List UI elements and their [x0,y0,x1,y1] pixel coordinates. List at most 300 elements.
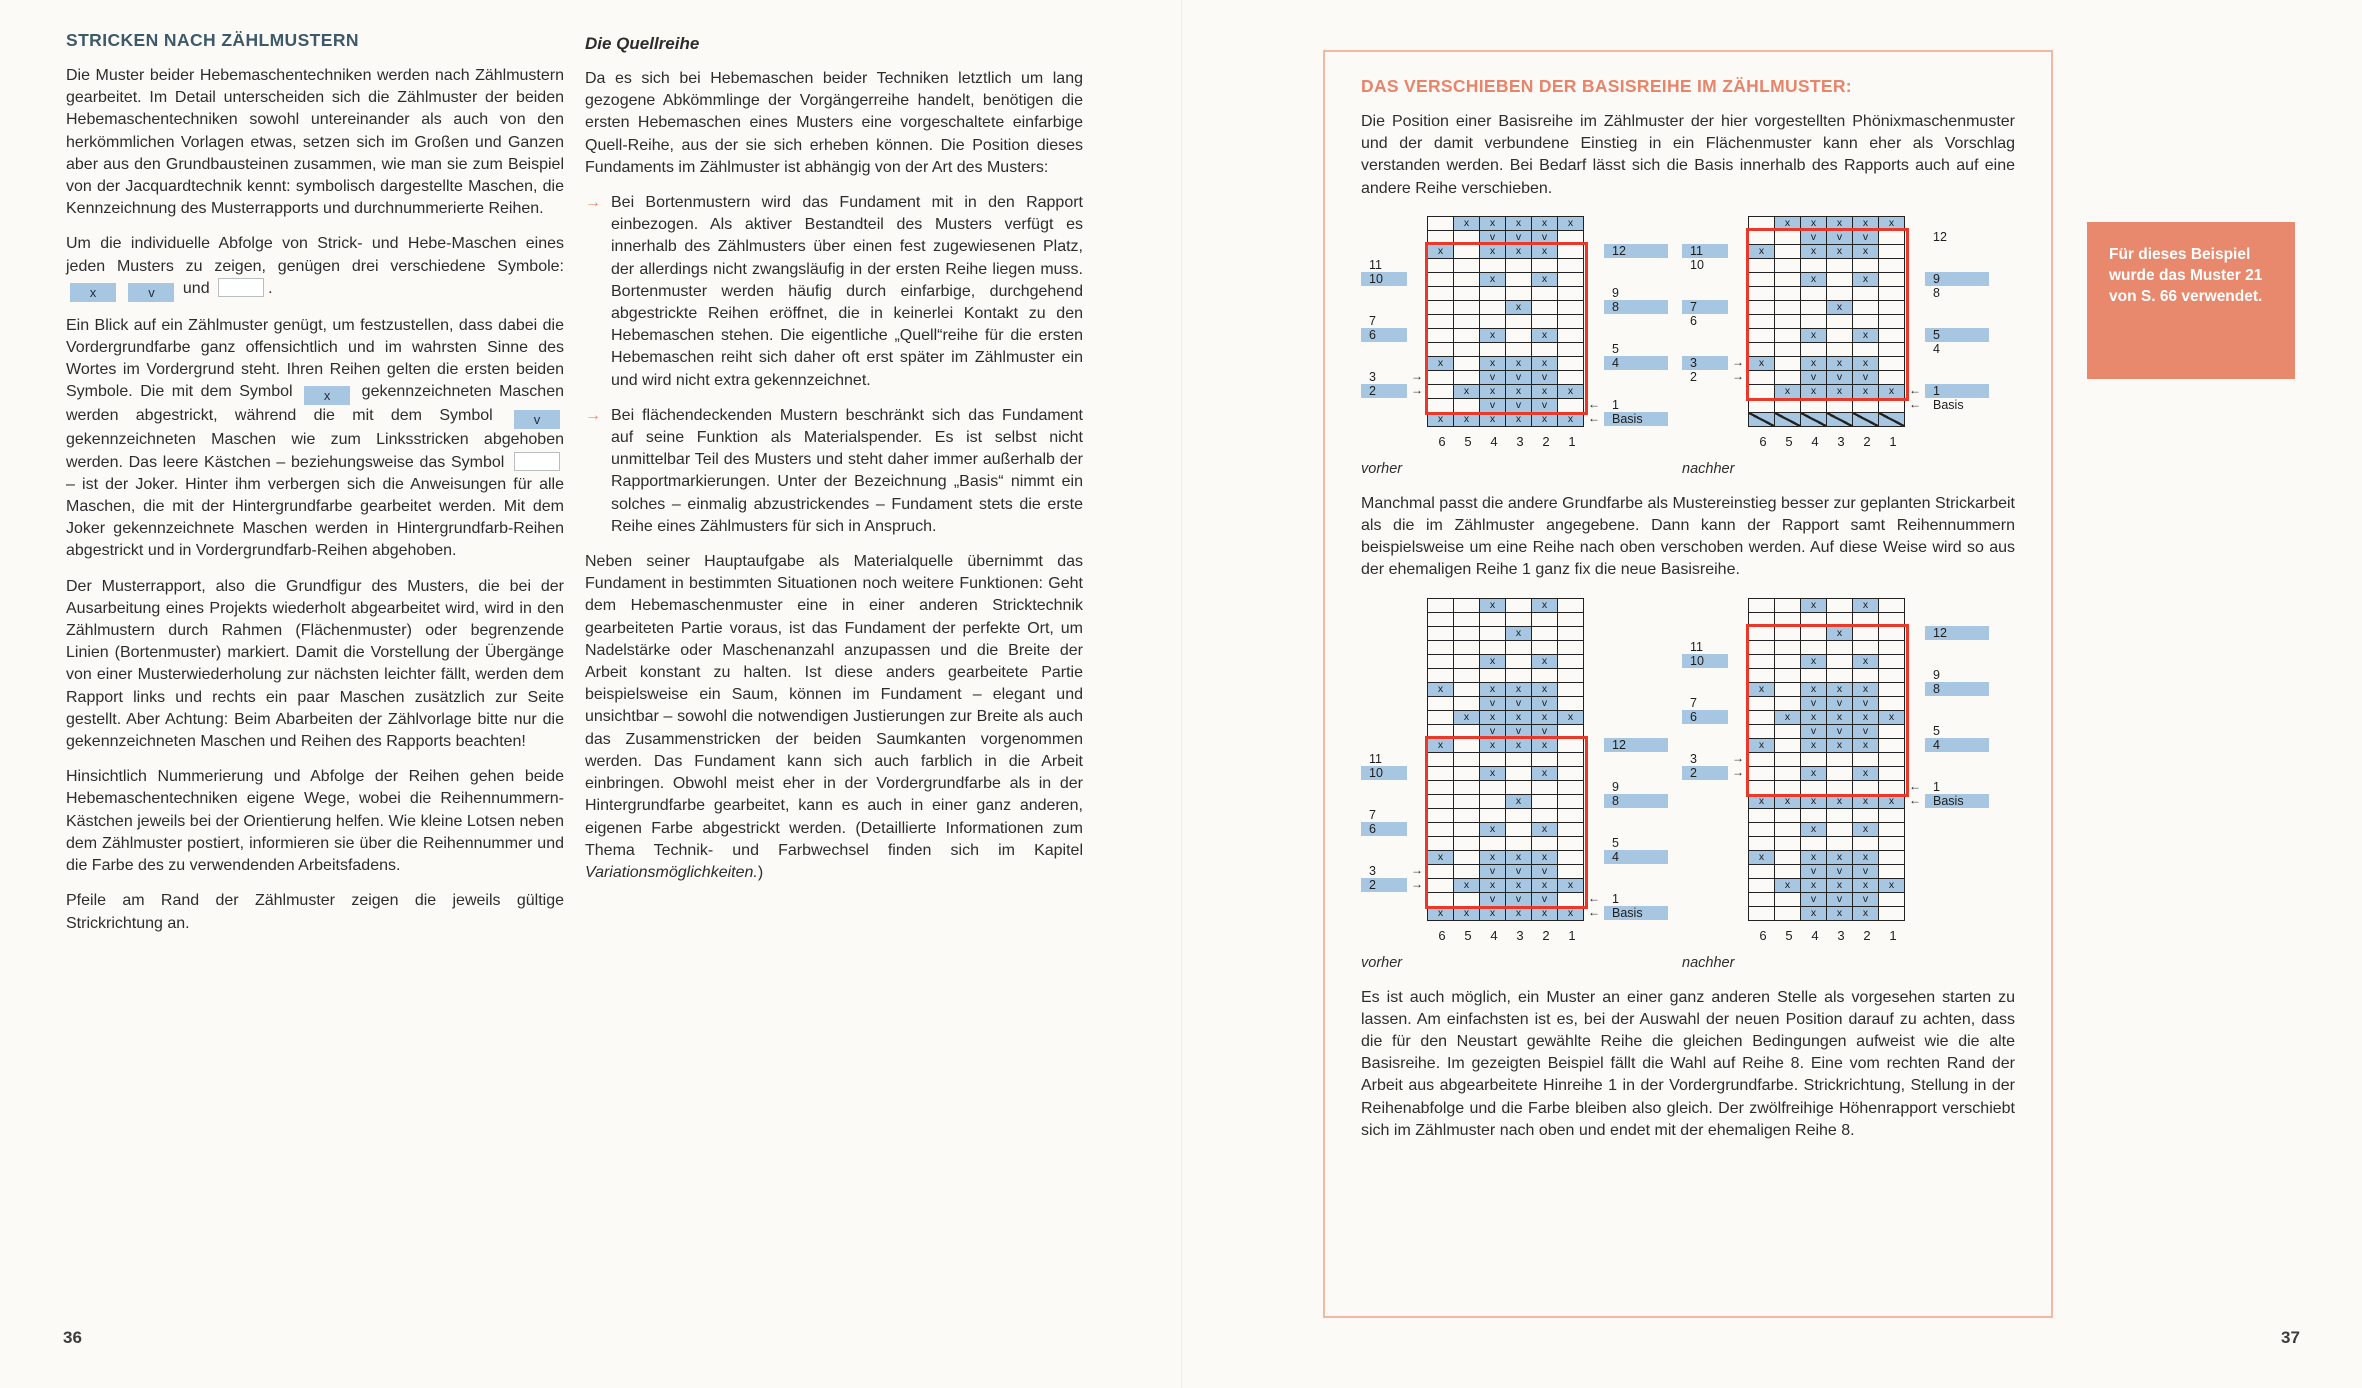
chart-cell [1801,753,1827,767]
chart-cell: x [1827,851,1853,865]
chart-cell [1749,231,1775,245]
chart-cell [1879,315,1905,329]
chart-cell [1454,753,1480,767]
chart-cell [1827,287,1853,301]
chart-cell: v [1480,399,1506,413]
paragraph-text: und [182,279,210,297]
stitch-number: 2 [1542,927,1550,943]
chart-cell [1775,725,1801,739]
chart-cell: x [1801,385,1827,399]
chart-cell: x [1532,329,1558,343]
chart-cell: x [1853,851,1879,865]
chart-cell: x [1853,245,1879,259]
chart-cell [1749,217,1775,231]
page-number-right: 37 [2281,1328,2300,1347]
stitch-numbers [1429,928,1668,943]
stitch-number: 1 [1568,927,1576,943]
row-number-label: 10 [1361,766,1407,780]
paragraph-with-symbols [66,233,564,301]
chart-cell: x [1853,907,1879,921]
chart-cell: x [1558,413,1584,427]
chart-cell [1558,851,1584,865]
chart-cell [1749,837,1775,851]
row-number-label: 8 [1604,300,1668,314]
chart-cell [1532,613,1558,627]
chart-cell [1454,725,1480,739]
chart-cell [1428,399,1454,413]
chart-cell [1506,287,1532,301]
row-number-label: 7 [1369,313,1376,328]
row-labels-left [1682,598,1728,920]
chart-cell [1506,767,1532,781]
chart-cell: v [1506,865,1532,879]
chart-cell: x [1558,907,1584,921]
chart-cell: x [1853,683,1879,697]
chart-cell: v [1853,371,1879,385]
chart-cell [1480,627,1506,641]
chart-cell [1879,781,1905,795]
chart-cell: x [1480,217,1506,231]
row-number-label: 5 [1925,328,1989,342]
chart-cell [1879,245,1905,259]
chart-cell [1506,315,1532,329]
chart-cell: x [1454,217,1480,231]
chart-cell [1428,599,1454,613]
chart-main [1361,598,1668,921]
chart-cell [1827,399,1853,413]
chart-cell: v [1801,231,1827,245]
chart-cell: v [1853,231,1879,245]
symbol-v-box: v [128,283,174,302]
chart-cell [1775,343,1801,357]
chart-cell: x [1879,217,1905,231]
chart-cell: x [1480,413,1506,427]
chart-cell [1749,371,1775,385]
chart-cell: x [1506,739,1532,753]
chart-cell [1532,795,1558,809]
chart-cell: x [1827,711,1853,725]
chart-cell: x [1428,683,1454,697]
chart-cell [1879,273,1905,287]
chart-cell [1506,655,1532,669]
chart-cell [1428,865,1454,879]
section-heading: STRICKEN NACH ZÄHLMUSTERN [66,30,359,50]
chart-cell [1749,697,1775,711]
chart-cell [1801,413,1827,427]
stitch-number: 1 [1568,433,1576,449]
knit-direction-arrow: → [1411,368,1423,383]
chart-cell: x [1827,627,1853,641]
chart-cell [1775,301,1801,315]
chart-cell [1454,301,1480,315]
chart-cell: x [1827,739,1853,753]
chart-cell [1879,613,1905,627]
bullet-text: Bei Bortenmustern wird das Fundament mit in den Rapport einbezogen. Als aktiver Bestandteil des Musters verfügt es innerhalb des Zählmusters über einen fest zugewiesenen Platz, der allerdings nicht zwangsläufig in der ersten Reihe liegen muss. Bortenmuster werden häufig durch einfarbige, durchgehend abgestrickte Reihen eröffnet, die in keinerlei Kontakt zu den Hebemaschen stehen. Die eigentliche „Quell“reihe für die ersten Hebemaschen reiht sich daher oft erst später im Zählmuster ein und wird nicht extra gekennzeichnet. [611,194,1083,389]
paragraph-with-symbols [66,315,564,563]
stitch-number: 4 [1811,927,1819,943]
chart-cell [1749,399,1775,413]
chart-cell: v [1480,231,1506,245]
chart-cell: x [1775,879,1801,893]
chart-cell: v [1853,865,1879,879]
bullet-arrow-icon: → [585,406,601,424]
chart-cell [1749,385,1775,399]
chart-cell [1775,613,1801,627]
row-number-label: 12 [1925,626,1989,640]
chart-cell [1558,795,1584,809]
chart-cell [1454,259,1480,273]
chart-cell [1454,231,1480,245]
chart-cell [1879,329,1905,343]
chart-cell [1749,613,1775,627]
chart-cell: v [1853,697,1879,711]
chart-cell [1827,273,1853,287]
chart-caption: vorher [1361,954,1403,971]
chart-cell [1749,753,1775,767]
row-number-label: 6 [1690,313,1697,328]
chart-cell [1775,599,1801,613]
chart-cell [1558,865,1584,879]
chart-cell [1428,697,1454,711]
chart-cell: x [1480,907,1506,921]
chart-cell [1480,781,1506,795]
chart-cell [1558,809,1584,823]
chart-cell: x [1801,599,1827,613]
chart-cell [1558,767,1584,781]
chart-cell [1454,371,1480,385]
chart-cell: v [1480,371,1506,385]
knit-direction-arrow: ← [1588,904,1600,919]
chart-cell [1428,259,1454,273]
chart-cell [1853,287,1879,301]
chart-cell [1879,371,1905,385]
chart-pair-bottom [1361,598,2015,971]
chart-cell: x [1428,413,1454,427]
chart-cell: x [1480,245,1506,259]
chart-cell [1558,725,1584,739]
chart-cell [1532,753,1558,767]
stitch-number: 1 [1889,433,1897,449]
info-box-heading: DAS VERSCHIEBEN DER BASISREIHE IM ZÄHLMUSTER: [1361,76,1852,96]
chart-cell: x [1801,711,1827,725]
chart-cell: v [1506,371,1532,385]
chart-cell [1801,343,1827,357]
row-number-label: 7 [1690,695,1697,710]
chart-cell [1454,669,1480,683]
subsection-heading: Die Quellreihe [585,34,700,53]
stitch-number: 4 [1490,927,1498,943]
stitch-number: 5 [1464,433,1472,449]
chart-cell [1428,893,1454,907]
chart-cell [1775,865,1801,879]
stitch-number: 5 [1785,927,1793,943]
row-number-label: 8 [1925,682,1989,696]
chart-cell: x [1532,357,1558,371]
symbol-x-box: x [70,283,116,302]
chart-cell [1506,343,1532,357]
chart-cell [1879,399,1905,413]
row-labels-left [1361,216,1407,426]
paragraph: Der Musterrapport, also die Grundfigur des Musters, die bei der Ausarbeitung eines Projekts wiederholt abgearbeitet wird, wird in den Zählmustern durch Rahmen (Flächenmuster) oder begrenzende Linien (Bortenmuster) markiert. Damit die Vorstellung der Übergänge von einer Musterwiederholung zur nächsten leichter fällt, werden dem Rapport links und rechts ein paar Maschen zusätzlich zur Seite gestellt. Aber Achtung: Beim Abarbeiten der Zählvorlage bitte nur die gekennzeichneten Maschen und Reihen des Rapports beachten! [66,577,564,751]
chart-cell [1879,809,1905,823]
chart-cell [1775,371,1801,385]
chart-cell: x [1480,851,1506,865]
chart-cell [1879,641,1905,655]
chart-cell: v [1827,865,1853,879]
chart-cell [1853,837,1879,851]
chart-cell [1749,907,1775,921]
chart-cell [1775,669,1801,683]
chart-cell: x [1454,907,1480,921]
row-number-label: Basis [1604,412,1668,426]
chart-cell [1428,655,1454,669]
chart-cell [1558,823,1584,837]
chart-cell [1775,273,1801,287]
chart-cell [1749,287,1775,301]
chart-cell [1454,739,1480,753]
chart-cell: x [1853,329,1879,343]
chart-cell: x [1827,385,1853,399]
paragraph-text: gekennzeichneten Maschen werden abgestrickt, während die mit dem Symbol [66,383,564,425]
chart-cell [1775,627,1801,641]
chart-cell: x [1801,329,1827,343]
chart-grid [1427,598,1584,921]
chart-cell: x [1532,273,1558,287]
stitch-number: 3 [1516,433,1524,449]
chart-cell [1454,655,1480,669]
chart-cell [1749,655,1775,669]
chart-cell [1827,753,1853,767]
chart-cell [1775,739,1801,753]
chart-cell [1775,231,1801,245]
chart-cell: x [1827,301,1853,315]
chart-cell [1879,413,1905,427]
chart-cell [1428,343,1454,357]
chart-cell: x [1853,767,1879,781]
chart-cell [1775,767,1801,781]
chart-cell: x [1480,739,1506,753]
chart-cell [1879,767,1905,781]
chart-cell [1853,627,1879,641]
paragraph: Pfeile am Rand der Zählmuster zeigen die jeweils gültige Strickrichtung an. [66,892,564,932]
chart-cell [1454,399,1480,413]
chart-cell [1480,259,1506,273]
chart-cell: x [1827,357,1853,371]
chart-cell: x [1801,851,1827,865]
chart-cell: v [1801,371,1827,385]
stitch-number: 5 [1785,433,1793,449]
chart-cell [1879,343,1905,357]
chart-cell: x [1801,907,1827,921]
chart-main [1682,598,1989,921]
chart-cell: v [1827,725,1853,739]
chart-cell [1879,739,1905,753]
chart-cell: x [1428,851,1454,865]
left-page-column-2 [585,30,1083,897]
chart-cell: x [1558,879,1584,893]
stitch-number: 2 [1542,433,1550,449]
knit-direction-arrow: ← [1588,396,1600,411]
stitch-number: 6 [1759,433,1767,449]
chart-main [1682,216,1989,427]
chart-cell [1879,669,1905,683]
chart-cell [1532,627,1558,641]
chart-cell [1775,823,1801,837]
chart-cell [1480,641,1506,655]
chart-cell [1454,837,1480,851]
chart-cell: x [1532,823,1558,837]
chart-cell [1558,613,1584,627]
chart-cell: x [1480,357,1506,371]
chart-cell [1801,641,1827,655]
chart-cell: x [1879,879,1905,893]
knitting-chart-vorher-2 [1361,598,1668,971]
chart-cell [1749,725,1775,739]
chart-cell: x [1853,217,1879,231]
chart-cell [1480,315,1506,329]
chart-cell: v [1532,231,1558,245]
chart-cell: x [1506,413,1532,427]
stitch-number: 4 [1811,433,1819,449]
chart-cell: x [1853,823,1879,837]
chart-cell [1454,809,1480,823]
chart-caption: nachher [1682,460,1735,477]
row-labels-right [1604,216,1668,426]
chart-cell [1827,315,1853,329]
stitch-number: 6 [1438,927,1446,943]
chart-cell [1428,385,1454,399]
paragraph: Da es sich bei Hebemaschen beider Techniken letztlich um lang gezogene Abkömmlinge der Vorgängerreihe handelt, benötigen die ersten Hebemaschen eines Musters eine vorgeschaltete einfarbige Quell-Reihe, aus der sie sich erheben können. Die Position dieses Fundaments im Zählmuster ist abhängig von der Art des Musters: [585,70,1083,176]
row-number-label: 11 [1369,751,1382,766]
chart-cell: x [1853,655,1879,669]
chart-cell [1454,767,1480,781]
chart-cell [1454,893,1480,907]
chart-cell [1775,893,1801,907]
chart-cell [1480,287,1506,301]
example-callout: Für dieses Beispiel wurde das Muster 21 von S. 66 verwendet. [2087,222,2295,379]
chart-cell: x [1532,739,1558,753]
row-number-label: 10 [1690,257,1704,272]
chart-cell [1775,315,1801,329]
chart-cell [1506,809,1532,823]
chart-cell [1506,837,1532,851]
chart-cell [1827,837,1853,851]
row-number-label: 7 [1369,807,1376,822]
chart-cell [1749,599,1775,613]
page-seam [1181,0,1182,1388]
stitch-number: 5 [1464,927,1472,943]
chart-cell [1749,893,1775,907]
chart-cell: x [1775,385,1801,399]
chart-cell: x [1879,711,1905,725]
chart-cell: x [1428,245,1454,259]
knitting-chart-nachher-1 [1682,216,1989,477]
chart-cell [1558,641,1584,655]
chart-cell [1879,865,1905,879]
symbol-v-box: v [514,410,560,429]
chart-cell: x [1827,795,1853,809]
chart-cell [1454,627,1480,641]
row-number-label: 8 [1933,285,1940,300]
chart-cell: x [1532,683,1558,697]
chart-cell [1558,357,1584,371]
paragraph-text: gekennzeichneten Maschen wie zum Linksstricken abgehoben werden. Das leere Kästchen – beziehungsweise das Symbol [66,431,564,471]
chart-cell: x [1801,273,1827,287]
chart-cell [1558,669,1584,683]
chart-cell [1532,259,1558,273]
chart-cell [1801,301,1827,315]
chart-cell: x [1480,767,1506,781]
chart-cell [1775,357,1801,371]
stitch-numbers [1750,434,1989,449]
knit-direction-arrow: → [1411,382,1423,397]
chart-cell [1775,399,1801,413]
chart-caption: vorher [1361,460,1403,477]
chart-cell: v [1801,893,1827,907]
chart-cell [1506,669,1532,683]
chart-cell: x [1827,217,1853,231]
chart-cell [1558,273,1584,287]
chart-cell [1853,641,1879,655]
bullet-text: Bei flächendeckenden Mustern beschränkt sich das Fundament auf seine Funktion als Materialspender. Es ist selbst nicht unmittelbar Teil des Musters und steht daher immer außerhalb der Rapportmarkierungen. Unter der Bezeichnung „Basis“ nimmt ein solches – einmalig abzustrickendes – Fundament stets die erste Reihe eines Zählmusters für sich in Anspruch. [611,406,1083,535]
chart-cell [1428,725,1454,739]
chart-cell: x [1454,879,1480,893]
chart-cell: x [1558,711,1584,725]
chart-cell: x [1801,683,1827,697]
row-number-label: 9 [1612,285,1619,300]
chart-cell [1827,641,1853,655]
chart-cell [1558,753,1584,767]
row-number-label: 6 [1361,822,1407,836]
paragraph: Die Muster beider Hebemaschentechniken werden nach Zählmustern gearbeitet. Im Detail unterscheiden sich die Zählmuster der beiden Hebemaschentechniken sowohl untereinander als auch von den herkömmlichen Vorlagen etwas, setzen sich im Großen und Ganzen aber aus den Grundbausteinen zusammen, wie man sie zum Beispiel von der Jacquardtechnik kennt: symbolisch dargestellte Maschen, die Kennzeichnung des Musterrapports und durchnummerierte Reihen. [66,67,564,218]
chart-cell [1480,669,1506,683]
chart-cell: v [1532,865,1558,879]
chart-cell: v [1801,865,1827,879]
chart-main [1361,216,1668,427]
chart-cell [1428,781,1454,795]
direction-arrows-right [1584,216,1604,426]
chart-cell: x [1532,711,1558,725]
direction-arrows-left [1728,216,1748,426]
stitch-number: 3 [1837,433,1845,449]
knit-direction-arrow: → [1732,750,1744,765]
chart-cell [1749,641,1775,655]
chart-cell [1775,641,1801,655]
chart-cell: x [1480,385,1506,399]
info-box [1323,50,2053,1318]
row-number-label: 2 [1690,369,1697,384]
direction-arrows-left [1407,216,1427,426]
row-number-label: Basis [1925,794,1989,808]
chart-cell: x [1853,739,1879,753]
paragraph-text: . [268,279,273,297]
chart-cell [1532,669,1558,683]
chart-cell: x [1827,683,1853,697]
chart-cell: x [1749,851,1775,865]
row-number-label: 9 [1933,667,1940,682]
chart-cell [1480,809,1506,823]
chart-cell [1558,683,1584,697]
row-number-label: 8 [1604,794,1668,808]
chart-cell [1853,315,1879,329]
chart-cell [1879,823,1905,837]
chart-cell [1454,315,1480,329]
chart-cell: v [1506,231,1532,245]
paragraph-text: Um die individuelle Abfolge von Strick- und Hebe-Maschen eines jeden Musters zu zeigen, genügen drei verschiedene Symbole: [66,235,564,275]
row-labels-right [1925,598,1989,920]
chart-cell [1532,809,1558,823]
chart-cell [1775,245,1801,259]
